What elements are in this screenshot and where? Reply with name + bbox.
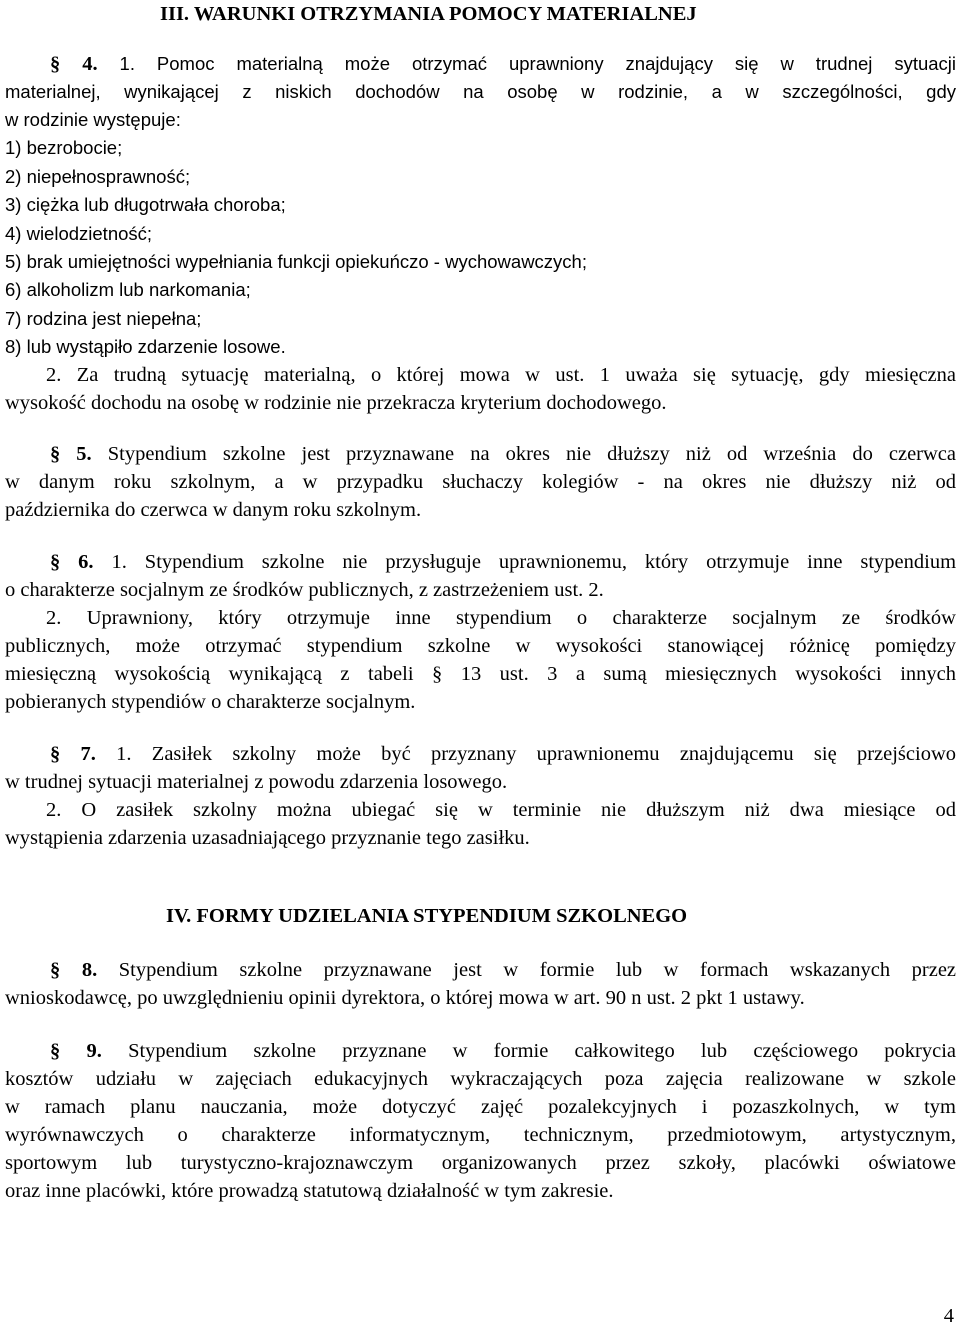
paragraph-4-line-2: materialnej, wynikającej z niskich dochodów na osobę w rodzinie, a w szczególności, gdy xyxy=(5,81,956,102)
page-number: 4 xyxy=(943,1305,954,1327)
paragraph-6-line-6: pobieranych stypendiów o charakterze socjalnym. xyxy=(5,691,416,713)
paragraph-6-line-1: § 6. 1. Stypendium szkolne nie przysługuje uprawnionemu, który otrzymuje inne stypendium xyxy=(50,551,957,573)
paragraph-4-line-3: w rodzinie występuje: xyxy=(5,109,181,130)
paragraph-8-line-1: § 8. Stypendium szkolne przyznawane jest w formie lub w formach wskazanych przez xyxy=(50,959,957,981)
paragraph-7-line-4: wystąpienia zdarzenia uzasadniającego przyznanie tego zasiłku. xyxy=(5,827,530,849)
paragraph-4-line-13: wysokość dochodu na osobę w rodzinie nie przekracza kryterium dochodowego. xyxy=(5,392,667,414)
paragraph-6-line-4: publicznych, może otrzymać stypendium szkolne w wysokości stanowiącej różnicę pomiędzy xyxy=(5,635,956,657)
list-item: 8) lub wystąpiło zdarzenie losowe. xyxy=(5,336,286,357)
paragraph-5-number: § 5. xyxy=(50,443,92,465)
paragraph-6-number: § 6. xyxy=(50,551,94,573)
list-item: 2) niepełnosprawność; xyxy=(5,166,191,187)
paragraph-6-line-3: 2. Uprawniony, który otrzymuje inne stypendium o charakterze socjalnym ze środków xyxy=(46,607,956,629)
paragraph-5-line-3: października do czerwca w danym roku szkolnym. xyxy=(5,499,422,521)
list-item: 5) brak umiejętności wypełniania funkcji opiekuńczo - wychowawczych; xyxy=(5,251,587,272)
section-heading-iv: IV. FORMY UDZIELANIA STYPENDIUM SZKOLNEGO xyxy=(166,905,688,927)
list-item: 1) bezrobocie; xyxy=(5,137,123,158)
paragraph-9-line-1: § 9. Stypendium szkolne przyznane w formie całkowitego lub częściowego pokrycia xyxy=(50,1040,957,1062)
paragraph-7-number: § 7. xyxy=(50,743,96,765)
section-heading-iii: III. WARUNKI OTRZYMANIA POMOCY MATERIALNEJ xyxy=(160,3,697,25)
paragraph-7-line-3: 2. O zasiłek szkolny można ubiegać się w terminie nie dłuższym niż dwa miesiące od xyxy=(46,799,956,821)
paragraph-9-line-5: sportowym lub turystyczno-krajoznawczym organizowanych przez szkoły, placówki oświatowe xyxy=(5,1152,956,1174)
paragraph-9-line-3: w ramach planu nauczania, może dotyczyć zajęć pozalekcyjnych i pozaszkolnych, w tym xyxy=(5,1096,956,1118)
list-item: 6) alkoholizm lub narkomania; xyxy=(5,279,251,300)
list-item: 7) rodzina jest niepełna; xyxy=(5,308,202,329)
paragraph-8-line-2: wnioskodawcę, po uwzględnieniu opinii dyrektora, o której mowa w art. 90 n ust. 2 pkt 1 ustawy. xyxy=(5,987,805,1009)
list-item: 4) wielodzietność; xyxy=(5,223,153,244)
paragraph-6-line-2: o charakterze socjalnym ze środków publicznych, z zastrzeżeniem ust. 2. xyxy=(5,579,604,601)
paragraph-9-line-6: oraz inne placówki, które prowadzą statutową działalność w tym zakresie. xyxy=(5,1180,614,1202)
paragraph-9-line-2: kosztów udziału w zajęciach edukacyjnych wykraczających poza zajęcia realizowane w szkole xyxy=(5,1068,956,1090)
paragraph-4-line-1: § 4. 1. Pomoc materialną może otrzymać uprawniony znajdujący się w trudnej sytuacji xyxy=(50,53,957,75)
paragraph-7-line-1: § 7. 1. Zasiłek szkolny może być przyznany uprawnionemu znajdującemu się przejściowo xyxy=(50,743,956,765)
paragraph-4-line-12: 2. Za trudną sytuację materialną, o której mowa w ust. 1 uważa się sytuację, gdy miesięczna xyxy=(46,364,956,386)
paragraph-9-number: § 9. xyxy=(50,1040,102,1062)
paragraph-8-number: § 8. xyxy=(50,959,98,981)
paragraph-6-line-5: miesięczną wysokością wynikającą z tabeli § 13 ust. 3 a sumą miesięcznych wysokości innych xyxy=(5,663,956,685)
paragraph-7-line-2: w trudnej sytuacji materialnej z powodu zdarzenia losowego. xyxy=(5,771,508,793)
paragraph-5-line-2: w danym roku szkolnym, a w przypadku słuchaczy kolegiów - na okres nie dłuższy niż od xyxy=(5,471,956,493)
paragraph-5-line-1: § 5. Stypendium szkolne jest przyznawane na okres nie dłuższy niż od września do czerwca xyxy=(50,443,956,465)
list-item: 3) ciężka lub długotrwała choroba; xyxy=(5,194,286,215)
paragraph-4-number: § 4. xyxy=(50,53,98,75)
paragraph-9-line-4: wyrównawczych o charakterze informatycznym, technicznym, przedmiotowym, artystycznym, xyxy=(5,1124,956,1146)
